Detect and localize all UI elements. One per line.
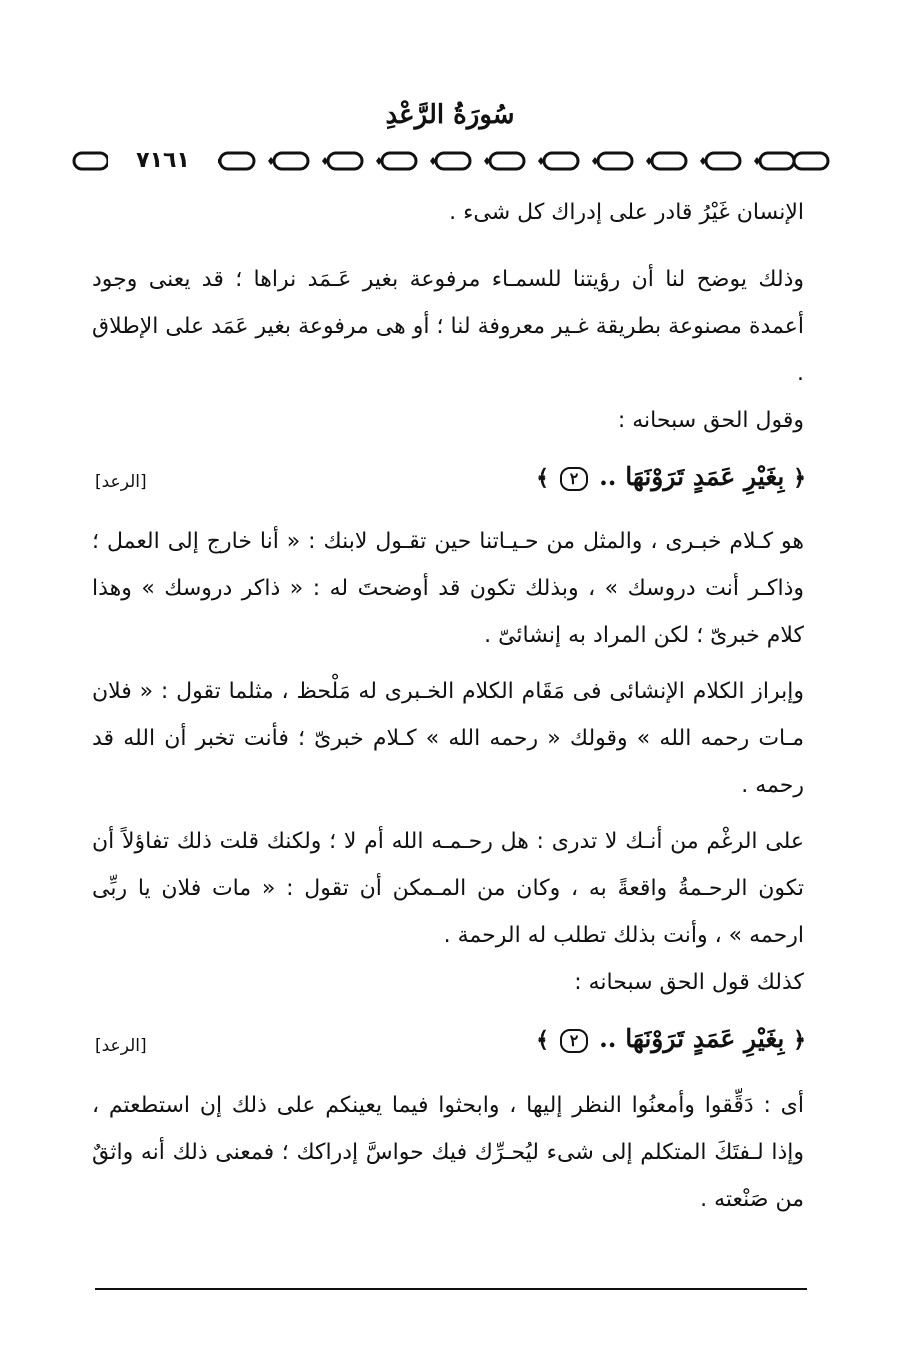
verse-open-bracket: ﴿ [793,465,806,491]
paragraph-3: وقول الحق سبحانه : [617,408,804,433]
verse-number: ٢ [560,1029,589,1053]
footer-rule [95,1288,807,1290]
verse-open-bracket: ﴿ [793,1027,806,1053]
paragraph-6: على الرغْم من أنـك لا تدرى : هل رحـمـه الله أم لا ؛ ولكنك قلت ذلك تفاؤلاً أن تكون الرحـمةُ واقعةً به ، وكان من المـمكن أن تقول : « مات فلان يا ربِّى ارحمه » ، وأنت بذلك تطلب له الرحمة . [92,829,804,948]
verse-text: بِغَيْرِ عَمَدٍ تَرَوْنَهَا .. [599,1024,785,1053]
header-ornament-band [70,147,832,175]
paragraph-1: الإنسان غَيْرُ قادر على إدراك كل شىء . [449,200,804,225]
surah-title: سُورَةُ الرَّعْدِ [385,100,515,130]
verse-source-1: [الرعد] [95,472,147,492]
quran-verse-2 [536,1024,806,1053]
verse-close-bracket: ﴾ [536,1027,550,1053]
verse-number: ٢ [560,467,589,491]
paragraph-7: كذلك قول الحق سبحانه : [574,970,804,995]
verse-close-bracket: ﴾ [536,465,550,491]
paragraph-8: أى : دَقِّقوا وأمعنُوا النظر إليها ، وابحثوا فيما يعينكم على ذلك إن استطعتم ، وإذا لـفتَكَ المتكلم إلى شىء ليُحـرِّك فيك حواسَّ إدراكك ؛ فمعنى ذلك أنه واثقٌ من صَنْعته . [92,1093,804,1212]
quran-verse-1 [536,462,806,491]
paragraph-4: هو كـلام خبـرى ، والمثل من حـيـاتنا حين تقـول لابنك : « أنا خارج إلى العمل ؛ وذاكـر أنت دروسك » ، وبذلك تكون قد أوضحتَ له : « ذاكر دروسك » وهذا كلام خبرىّ ؛ لكن المراد به إنشائىّ . [92,529,804,648]
verse-source-2: [الرعد] [95,1036,147,1056]
paragraph-2: وذلك يوضح لنا أن رؤيتنا للسمـاء مرفوعة بغير عَـمَد نراها ؛ قد يعنى وجود أعمدة مصنوعة بطريقة غـير معروفة لنا ؛ أو هى مرفوعة بغير عَمَد على الإطلاق . [92,267,804,386]
page-number: ٧١٦١ [108,147,218,175]
paragraph-5: وإبراز الكلام الإنشائى فى مَقَام الكلام الخـبرى له مَلْحظ ، مثلما تقول : « فلان مـات رحمه الله » وقولك « رحمه الله » كـلام خبرىّ ؛ فأنت تخبر أن الله قد رحمه . [92,679,804,798]
verse-text: بِغَيْرِ عَمَدٍ تَرَوْنَهَا .. [599,462,785,491]
